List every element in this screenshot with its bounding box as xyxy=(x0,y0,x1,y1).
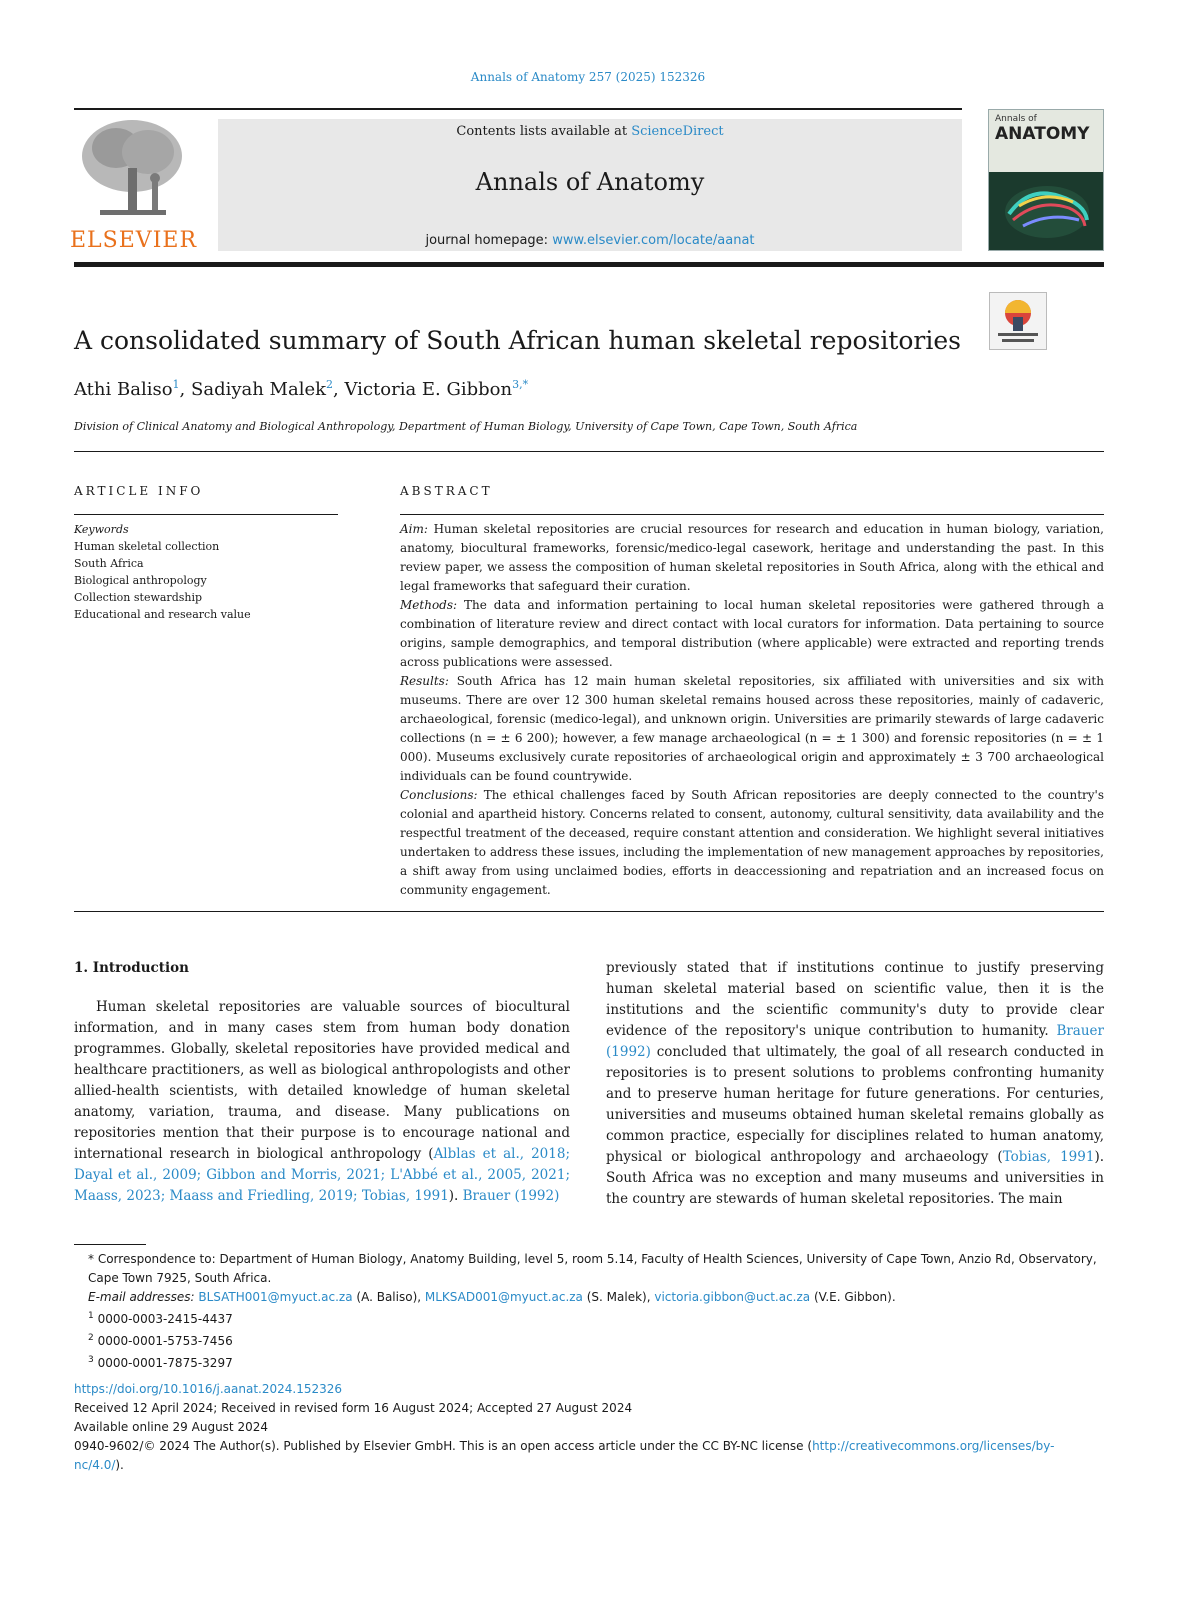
keyword-item: Human skeletal collection xyxy=(74,540,220,553)
brain-tractography-icon xyxy=(999,176,1095,246)
article-info-heading: ARTICLE INFO xyxy=(74,484,204,498)
orcid-footnote xyxy=(74,1329,1104,1351)
abstract-paragraph xyxy=(400,786,1104,900)
sciencedirect-link[interactable]: ScienceDirect xyxy=(631,124,724,139)
cover-big-title: ANATOMY xyxy=(995,124,1090,144)
author-name: Victoria E. Gibbon xyxy=(344,379,513,400)
abstract-rule xyxy=(400,514,1104,515)
affiliation: Division of Clinical Anatomy and Biological Anthropology, Department of Human Biology, University of Cape Town, Cape Town, South Africa xyxy=(74,420,858,433)
running-head: Annals of Anatomy 257 (2025) 152326 xyxy=(470,70,706,84)
orcid-superscript: 2 xyxy=(88,1333,94,1343)
email-owner: (V.E. Gibbon). xyxy=(810,1290,896,1304)
orcid-footnote xyxy=(74,1307,1104,1329)
abstract-end-rule xyxy=(74,911,1104,912)
author-superscript[interactable]: 1 xyxy=(172,378,180,391)
orcid-id: 0000-0003-2415-4437 xyxy=(97,1312,233,1326)
abstract-lead: Aim: xyxy=(400,522,428,536)
abstract-lead: Results: xyxy=(400,674,449,688)
license-close: ). xyxy=(115,1458,124,1472)
masthead-top-rule xyxy=(74,108,962,110)
contents-prefix: Contents lists available at xyxy=(456,124,632,139)
license-text: 0940-9602/© 2024 The Author(s). Published by Elsevier GmbH. This is an open access article under the CC BY-NC license ( xyxy=(74,1439,813,1453)
keyword-item: Educational and research value xyxy=(74,608,251,621)
orcid-superscript: 3 xyxy=(88,1355,94,1365)
received-dates: Received 12 April 2024; Received in revised form 16 August 2024; Accepted 27 August 2024 xyxy=(74,1401,633,1415)
publisher-name: ELSEVIER xyxy=(70,228,198,253)
abstract-paragraph xyxy=(400,672,1104,786)
title-block-rule xyxy=(74,451,1104,452)
article-info-rule xyxy=(74,514,338,515)
footnote-rule xyxy=(74,1244,146,1245)
author-superscript[interactable]: 2 xyxy=(326,378,334,391)
license-link[interactable]: http://creativecommons.org/licenses/by-nc/4.0/ xyxy=(74,1439,1055,1472)
available-online: Available online 29 August 2024 xyxy=(74,1420,268,1434)
abstract-paragraph xyxy=(400,520,1104,596)
check-for-updates-icon[interactable] xyxy=(989,292,1047,350)
journal-title: Annals of Anatomy xyxy=(475,168,705,196)
homepage-prefix: journal homepage: xyxy=(425,233,553,248)
citation-link[interactable]: Brauer (1992) xyxy=(462,1188,560,1204)
author-name: Sadiyah Malek xyxy=(191,379,327,400)
homepage-line xyxy=(218,233,962,248)
orcid-footnote xyxy=(74,1351,1104,1373)
keyword-item: South Africa xyxy=(74,557,144,570)
section-heading: 1. Introduction xyxy=(74,960,189,976)
body-text: previously stated that if institutions continue to justify preserving human skeletal material based on scientific value, then it is the institutions and the scientific community's duty to provide clear evidence of the repository's unique contribution to humanity. xyxy=(606,960,1104,1039)
keyword-item: Collection stewardship xyxy=(74,591,203,604)
author-superscript[interactable]: 3,* xyxy=(512,378,529,391)
orcid-superscript: 1 xyxy=(88,1311,94,1321)
journal-cover-image xyxy=(988,109,1104,251)
email-owner: (S. Malek), xyxy=(582,1290,655,1304)
abstract-paragraph xyxy=(400,596,1104,672)
email-link[interactable]: MLKSAD001@myuct.ac.za xyxy=(424,1290,583,1304)
body-column-left xyxy=(74,958,570,1207)
body-paragraph xyxy=(606,958,1104,1210)
contents-line xyxy=(218,124,962,139)
email-label: E-mail addresses: xyxy=(88,1290,195,1304)
body-text: ). South Africa was no exception and many museums and universities in the country are stewards of human skeletal repositories. The main xyxy=(606,1149,1104,1207)
abstract-lead: Conclusions: xyxy=(400,788,478,802)
article-title: A consolidated summary of South African human skeletal repositories xyxy=(74,326,961,355)
citation-link[interactable]: Alblas et al., 2018; Dayal et al., 2009; Gibbon and Morris, 2021; L'Abbé et al., 2005, 2021; Maass, 2023; Maass and Friedling, 2019; Tobias, 1991 xyxy=(74,1146,570,1204)
body-text: Human skeletal repositories are valuable sources of biocultural information, and in many cases stem from human body donation programmes. Globally, skeletal repositories have provided medical and healthcare practitioners, as well as biological anthropologists and other allied-health scientists, with detailed knowledge of human skeletal anatomy, variation, trauma, and disease. Many publications on repositories mention that their purpose is to encourage national and international research in biological anthropology ( xyxy=(74,999,570,1162)
abstract-text: South Africa has 12 main human skeletal repositories, six affiliated with universities and six with museums. There are over 12 300 human skeletal remains housed across these repositories, mainly of cadaveric, archaeological, forensic (medico-legal), and unknown origin. Universities are primarily stewards of large cadaveric collections (n = ± 6 200); however, a few manage archaeological (n = ± 1 300) and forensic repositories (n = ± 1 000). Museums exclusively curate repositories of archaeological origin and approximately ± 3 700 archaeological individuals can be found countrywide. xyxy=(400,674,1104,783)
keywords-label: Keywords xyxy=(74,523,129,536)
citation-link[interactable]: Brauer (1992) xyxy=(606,1023,1104,1060)
body-text: concluded that ultimately, the goal of all research conducted in repositories is to present solutions to problems confronting humanity and to preserve human heritage for future generations. For centuries, universities and museums obtained human skeletal remains globally as common practice, especially for disciplines related to human anatomy, physical or biological anthropology and archaeology ( xyxy=(606,1044,1104,1165)
abstract-text: Human skeletal repositories are crucial resources for research and education in human biology, variation, anatomy, biocultural frameworks, forensic/medico-legal casework, heritage and understanding the past. In this review paper, we assess the composition of human skeletal repositories in South Africa, along with the ethical and legal frameworks that safeguard their curation. xyxy=(400,522,1104,593)
abstract-heading: ABSTRACT xyxy=(400,484,493,498)
author-list: Athi Baliso$^1$, Sadiyah Malek$^2$, Victoria E. Gibbon$^{3,*}$ xyxy=(74,378,529,400)
doi-link[interactable]: https://doi.org/10.1016/j.aanat.2024.152326 xyxy=(74,1382,343,1396)
body-text: ). xyxy=(448,1188,463,1204)
abstract-text: The ethical challenges faced by South African repositories are deeply connected to the country's colonial and apartheid history. Concerns related to consent, autonomy, cultural sensitivity, data availability and the respectful treatment of the deceased, require constant attention and consideration. We highlight several initiatives undertaken to address these issues, including the implementation of new management approaches by repositories, a shift away from using unclaimed bodies, efforts in deaccessioning and repatriation and an increased focus on community engagement. xyxy=(400,788,1104,897)
email-link[interactable]: victoria.gibbon@uct.ac.za xyxy=(654,1290,811,1304)
journal-homepage-link[interactable]: www.elsevier.com/locate/aanat xyxy=(552,233,755,248)
email-footnote xyxy=(74,1288,1104,1307)
orcid-id: 0000-0001-5753-7456 xyxy=(97,1334,233,1348)
license-statement xyxy=(74,1437,1104,1475)
correspondence-footnote: * Correspondence to: Department of Human Biology, Anatomy Building, level 5, room 5.14, Faculty of Health Sciences, University of Cape Town, Anzio Rd, Observatory, Cape Town 7925, South Africa. xyxy=(88,1252,1097,1285)
author-name: Athi Baliso xyxy=(74,379,173,400)
body-column-right xyxy=(606,958,1104,1210)
orcid-id: 0000-0001-7875-3297 xyxy=(97,1356,233,1370)
cover-small-title: Annals of xyxy=(995,114,1037,124)
abstract-lead: Methods: xyxy=(400,598,458,612)
email-link[interactable]: BLSATH001@myuct.ac.za xyxy=(198,1290,353,1304)
abstract-text: The data and information pertaining to local human skeletal repositories were gathered through a combination of literature review and direct contact with local curators for information. Data pertaining to source origins, sample demographics, and temporal distribution (where applicable) were extracted and reporting trends across publications were assessed. xyxy=(400,598,1104,669)
citation-link[interactable]: Tobias, 1991 xyxy=(1002,1149,1095,1165)
masthead-bottom-rule xyxy=(74,262,1104,267)
email-owner: (A. Baliso), xyxy=(352,1290,425,1304)
keywords-block xyxy=(74,521,344,623)
keyword-item: Biological anthropology xyxy=(74,574,207,587)
body-paragraph xyxy=(74,997,570,1207)
footnotes xyxy=(74,1250,1104,1373)
article-history xyxy=(74,1380,1104,1475)
abstract-body xyxy=(400,520,1104,900)
cover-header xyxy=(989,110,1103,172)
correspondence-text: Correspondence to: Department of Human Biology, Anatomy Building, level 5, room 5.14, Faculty of Health Sciences, University of Cape Town, Anzio Rd, Observatory, Cape Town 7925, South Africa. xyxy=(88,1252,1097,1285)
